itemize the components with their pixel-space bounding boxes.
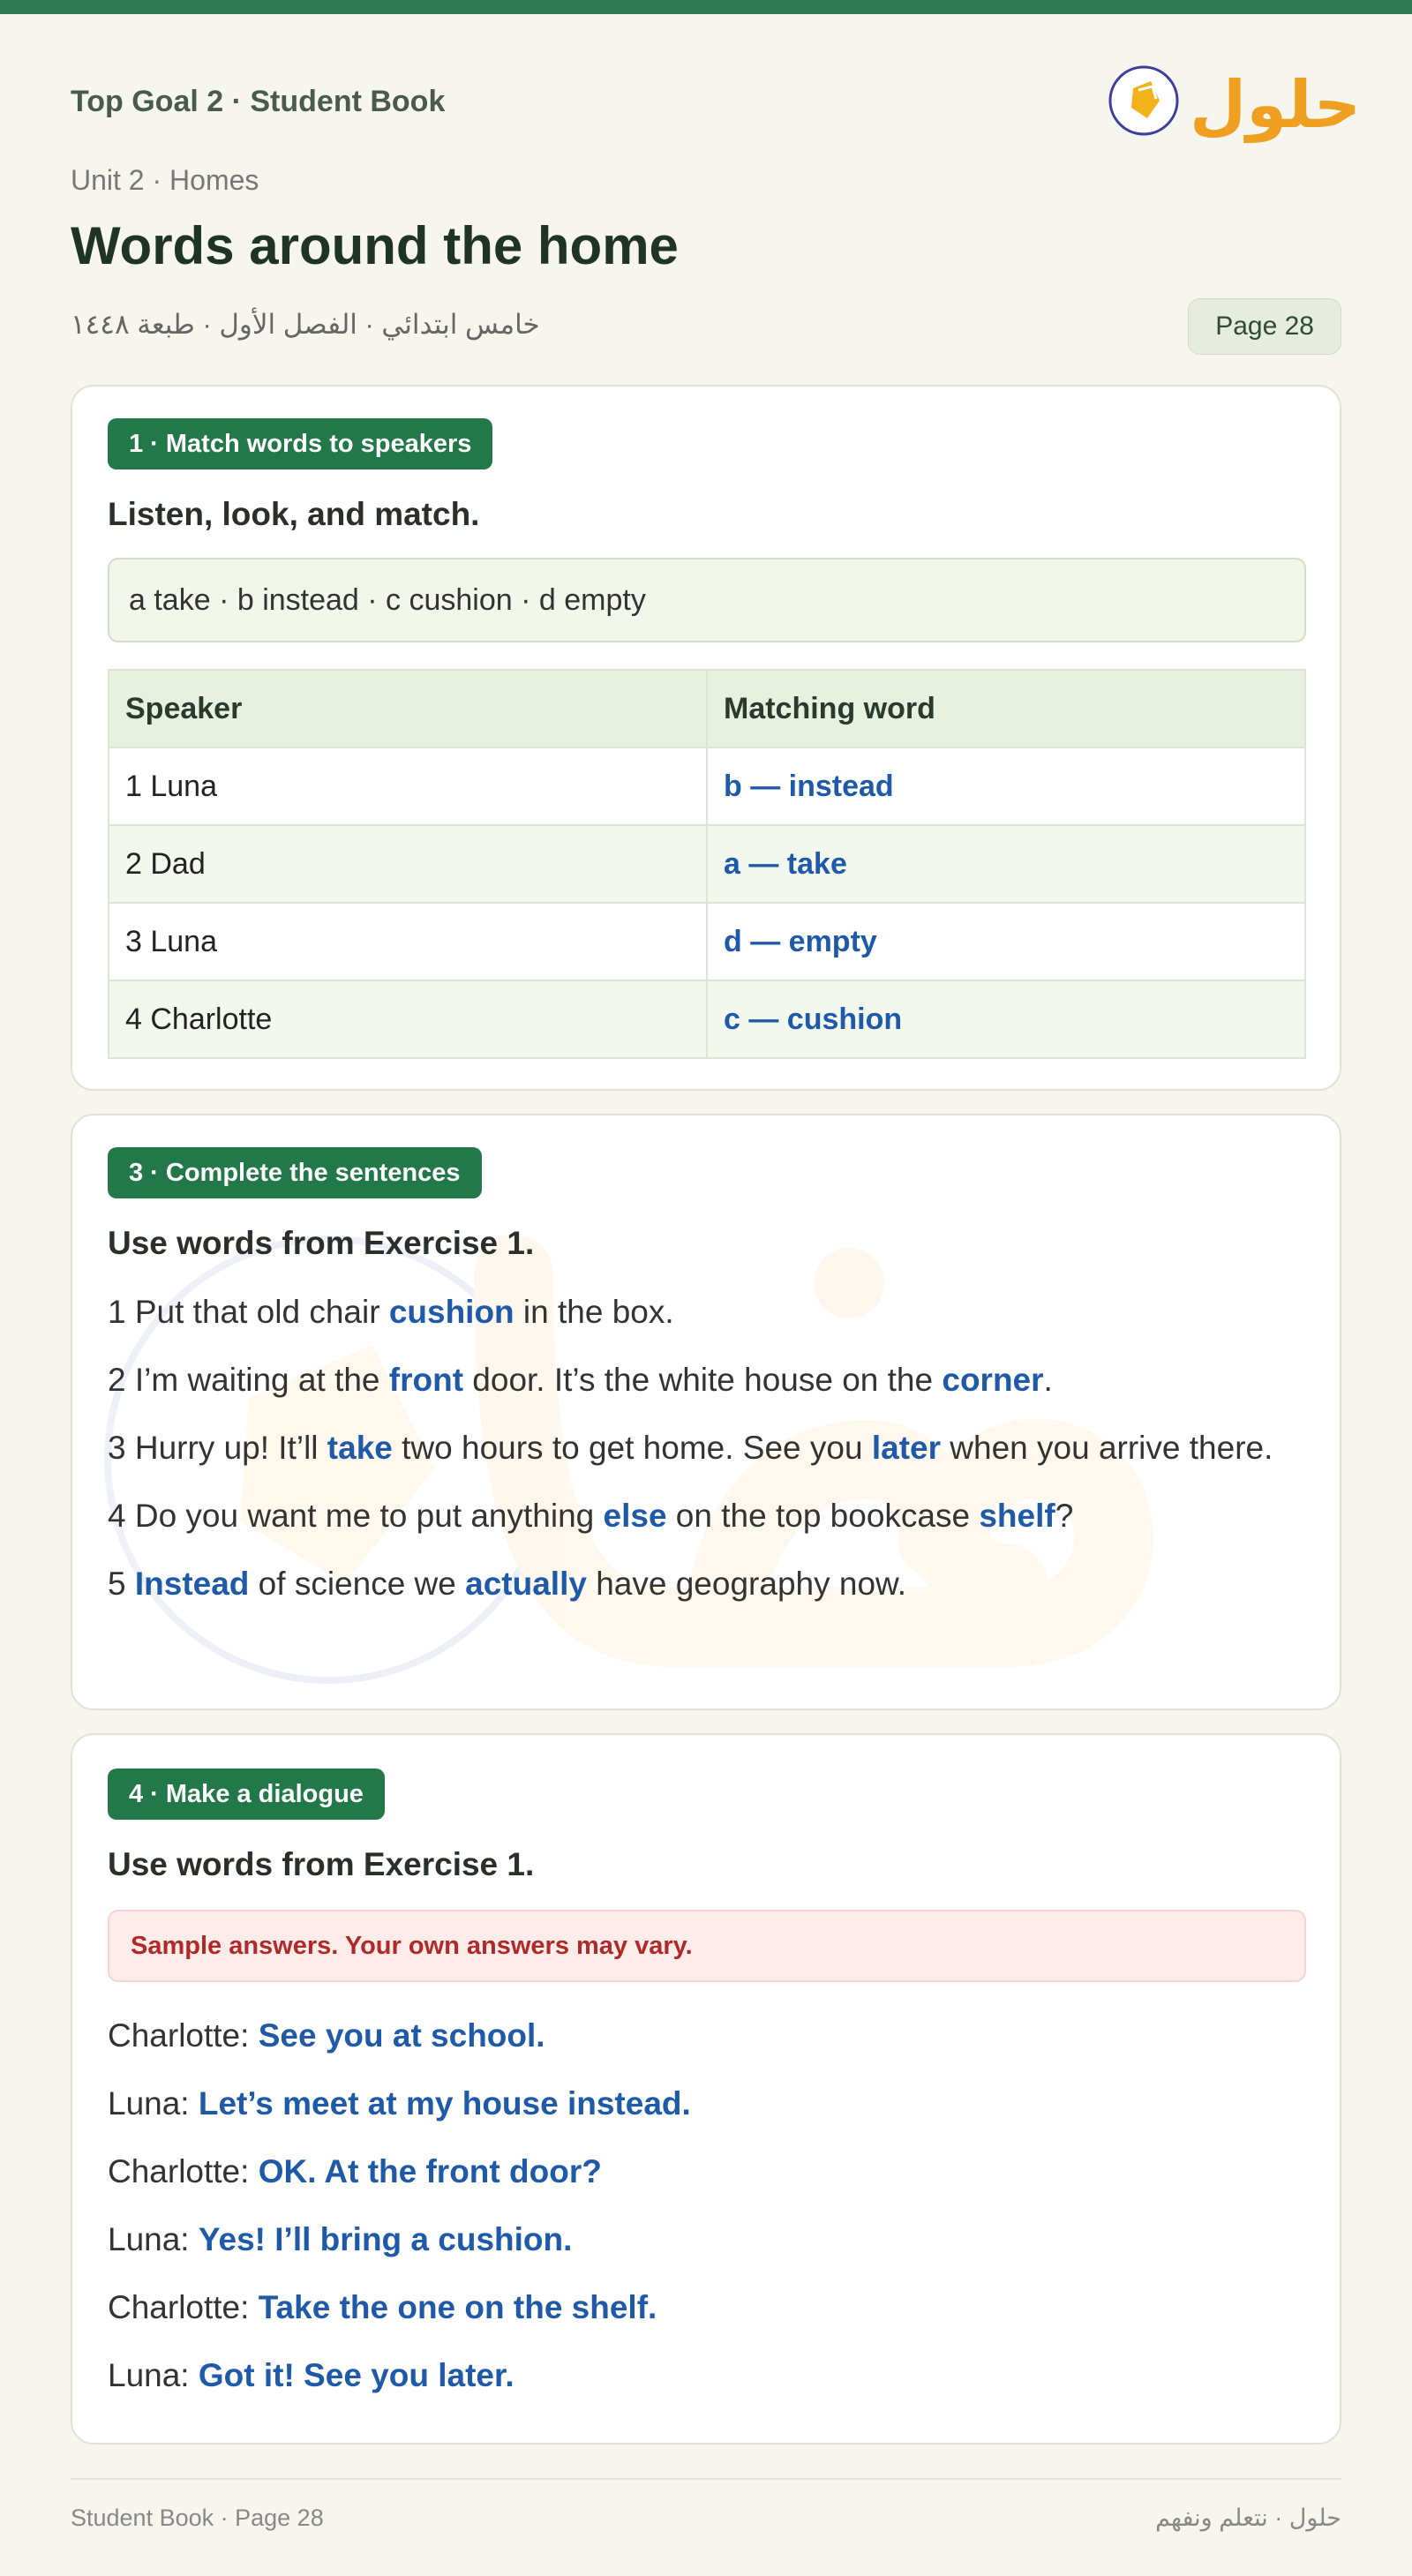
sentence-text: 3 Hurry up! It’ll xyxy=(108,1430,327,1466)
sentence-text: two hours to get home. See you xyxy=(392,1430,872,1466)
unit-label: Unit 2 · Homes xyxy=(71,164,259,196)
sentence-text: ? xyxy=(1055,1498,1074,1534)
table-row xyxy=(109,980,1305,1058)
sentence-text: 4 Do you want me to put anything xyxy=(108,1498,604,1534)
footer-divider xyxy=(71,2478,1341,2480)
dialogue-speaker: Charlotte: xyxy=(108,2153,250,2189)
answer-cell: c — cushion xyxy=(707,980,1305,1058)
dialogue-answer: Let’s meet at my house instead. xyxy=(198,2085,691,2122)
sentence-text: . xyxy=(1043,1362,1053,1398)
answer-word: corner xyxy=(942,1362,1044,1398)
dialogue-line xyxy=(108,2350,1308,2401)
sentence-text: on the top bookcase xyxy=(666,1498,980,1534)
sentence-text: 5 xyxy=(108,1566,135,1602)
sentence-list xyxy=(108,1287,1308,1626)
dialogue-answer: Got it! See you later. xyxy=(198,2357,514,2393)
dialogue-line xyxy=(108,2282,1308,2333)
exercise-4-instruction: Use words from Exercise 1. xyxy=(108,1846,535,1882)
dialogue-list xyxy=(108,2010,1308,2418)
speaker-cell: 3 Luna xyxy=(109,903,707,980)
speaker-cell: 1 Luna xyxy=(109,747,707,825)
footer-page-label: Student Book · Page 28 xyxy=(71,2505,324,2531)
logo-wordmark: حلول xyxy=(1190,67,1362,143)
answer-cell: b — instead xyxy=(707,747,1305,825)
dialogue-line xyxy=(108,2010,1308,2062)
dialogue-answer: Yes! I’ll bring a cushion. xyxy=(198,2221,573,2257)
dialogue-answer: See you at school. xyxy=(258,2017,545,2054)
speaker-cell: 4 Charlotte xyxy=(109,980,707,1058)
dialogue-line xyxy=(108,2146,1308,2197)
dialogue-speaker: Luna: xyxy=(108,2357,190,2393)
column-header-speaker: Speaker xyxy=(109,670,707,747)
sentence-text: have geography now. xyxy=(586,1566,906,1602)
footer-brand-label: حلول · نتعلم ونفهم xyxy=(1155,2505,1341,2531)
sentence-text: of science we xyxy=(249,1566,466,1602)
sentence-text: 2 I’m waiting at the xyxy=(108,1362,389,1398)
table-row xyxy=(109,747,1305,825)
exercise-3-badge: 3 · Complete the sentences xyxy=(108,1147,482,1198)
dialogue-speaker: Luna: xyxy=(108,2085,190,2122)
table-row xyxy=(109,825,1305,903)
exercise-4-badge: 4 · Make a dialogue xyxy=(108,1769,385,1820)
answer-word: front xyxy=(388,1362,464,1398)
top-accent-bar xyxy=(0,0,1412,14)
answer-word: cushion xyxy=(388,1294,514,1330)
exercise-4-card xyxy=(71,1733,1341,2445)
dialogue-answer: Take the one on the shelf. xyxy=(258,2289,657,2325)
dialogue-speaker: Charlotte: xyxy=(108,2289,250,2325)
exercise-1-card xyxy=(71,385,1341,1091)
dialogue-speaker: Luna: xyxy=(108,2221,190,2257)
hulul-logo xyxy=(1108,55,1362,146)
sentence-item xyxy=(108,1355,1308,1406)
arabic-subtitle: خامس ابتدائي · الفصل الأول · طبعة ١٤٤٨ xyxy=(71,309,540,340)
answer-word: actually xyxy=(465,1566,587,1602)
dialogue-line xyxy=(108,2214,1308,2265)
word-bank: a take · b instead · c cushion · d empty xyxy=(108,558,1306,642)
sentence-text: in the box. xyxy=(514,1294,674,1330)
sentence-item xyxy=(108,1423,1308,1474)
sentence-item xyxy=(108,1491,1308,1542)
column-header-matching-word: Matching word xyxy=(707,670,1305,747)
page-title: Words around the home xyxy=(71,216,679,275)
speaker-cell: 2 Dad xyxy=(109,825,707,903)
sentence-item xyxy=(108,1287,1308,1338)
dialogue-speaker: Charlotte: xyxy=(108,2017,250,2054)
answer-word: take xyxy=(327,1430,393,1466)
sample-answers-note: Sample answers. Your own answers may vary. xyxy=(108,1910,1306,1982)
sentence-text: 1 Put that old chair xyxy=(108,1294,389,1330)
matching-table xyxy=(108,669,1306,1059)
sentence-text: door. It’s the white house on the xyxy=(463,1362,943,1398)
exercise-3-card xyxy=(71,1114,1341,1710)
sentence-item xyxy=(108,1558,1308,1610)
answer-word: shelf xyxy=(979,1498,1055,1534)
answer-word: Instead xyxy=(134,1566,250,1602)
exercise-1-instruction: Listen, look, and match. xyxy=(108,496,480,532)
answer-word: else xyxy=(603,1498,667,1534)
exercise-1-badge: 1 · Match words to speakers xyxy=(108,418,492,469)
page-number-pill: Page 28 xyxy=(1188,298,1341,355)
sentence-text: when you arrive there. xyxy=(941,1430,1273,1466)
table-row xyxy=(109,903,1305,980)
answer-cell: a — take xyxy=(707,825,1305,903)
book-title: Top Goal 2 · Student Book xyxy=(71,85,446,118)
answer-cell: d — empty xyxy=(707,903,1305,980)
table-header-row xyxy=(109,670,1305,747)
answer-word: later xyxy=(871,1430,942,1466)
dialogue-answer: OK. At the front door? xyxy=(258,2153,602,2189)
dialogue-line xyxy=(108,2078,1308,2129)
exercise-3-instruction: Use words from Exercise 1. xyxy=(108,1225,535,1261)
